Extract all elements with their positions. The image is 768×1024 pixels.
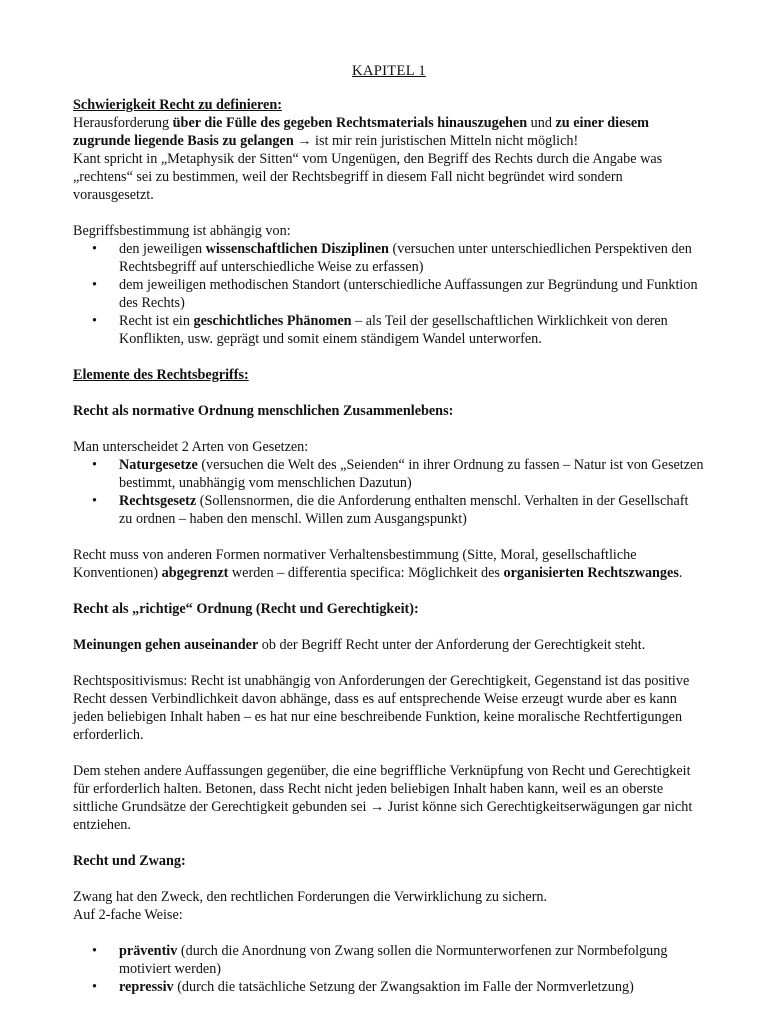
bold-text: zu einer diesem zugrunde liegende Basis zu gelangen	[73, 115, 649, 149]
dependency-list	[73, 240, 705, 348]
paragraph-law-types-intro: Man unterscheidet 2 Arten von Gesetzen:	[73, 439, 309, 455]
bold-text: Rechtsgesetz	[119, 493, 197, 509]
list-item	[73, 942, 705, 978]
paragraph-positivism: Rechtspositivismus: Recht ist unabhängig von Anforderungen der Gerechtigkeit, Gegenstand ist das positive Recht dessen Verbindlichkeit davon abhänge, dass es auf entsprechende Weise erzeugt wurde aber es kann jeden beliebigen Inhalt haben – es hat nur eine beschreibende Funktion, keine moralische Rechtfertigungen erforderlich.	[73, 673, 690, 743]
chapter-title: KAPITEL 1	[352, 63, 426, 79]
text-run: (Sollensnormen, die die Anforderung enthalten menschl. Verhalten in der Gesellschaft zu ordnen – haben den menschl. Willen zum Ausgangspunkt)	[119, 493, 689, 527]
text-run: (versuchen unter unterschiedlichen Perspektiven den Rechtsbegriff auf unterschiedliche Weise zu erfassen)	[119, 241, 692, 275]
text-run: (durch die Anordnung von Zwang sollen die Normunterworfenen zur Normbefolgung motiviert werden)	[119, 943, 668, 977]
bold-text: Naturgesetze	[119, 457, 198, 473]
subheading-normative-order: Recht als normative Ordnung menschlichen Zusammenlebens:	[73, 403, 454, 419]
text-run: und	[527, 115, 556, 131]
list-item	[73, 240, 705, 276]
paragraph-dependency-intro: Begriffsbestimmung ist abhängig von:	[73, 223, 291, 239]
text-run: dem jeweiligen methodischen Standort (unterschiedliche Auffassungen zur Begründung und Funktion des Rechts)	[119, 277, 698, 311]
list-item	[73, 276, 705, 312]
text-run: → ist mir rein juristischen Mitteln nicht möglich!	[293, 133, 579, 149]
document-body	[73, 62, 705, 996]
list-item	[73, 456, 705, 492]
list-item	[73, 492, 705, 528]
bold-text: repressiv	[119, 979, 174, 995]
section-heading-definition: Schwierigkeit Recht zu definieren:	[73, 97, 282, 113]
bold-text: Meinungen gehen auseinander	[73, 637, 259, 653]
bold-text: wissenschaftlichen Disziplinen	[205, 241, 389, 257]
force-modes-list	[73, 942, 705, 996]
list-item	[73, 978, 705, 996]
subheading-right-order: Recht als „richtige“ Ordnung (Recht und Gerechtigkeit):	[73, 601, 419, 617]
bold-text: abgegrenzt	[161, 565, 229, 581]
text-run: werden – differentia specifica: Möglichkeit des	[228, 565, 504, 581]
bold-text: geschichtliches Phänomen	[193, 313, 352, 329]
paragraph-force-purpose: Zwang hat den Zweck, den rechtlichen Forderungen die Verwirklichung zu sichern.	[73, 889, 548, 905]
section-heading-elements: Elemente des Rechtsbegriffs:	[73, 367, 249, 383]
text-run: Recht muss von anderen Formen normativer Verhaltensbestimmung (Sitte, Moral, gesellschaftliche Konventionen)	[73, 547, 637, 581]
paragraph-twofold: Auf 2-fache Weise:	[73, 907, 183, 923]
paragraph-demarcation	[73, 546, 705, 582]
bold-text: über die Fülle des gegeben Rechtsmaterials hinauszugehen	[172, 115, 528, 131]
paragraph-opinions	[73, 636, 705, 654]
text-run: – als Teil der gesellschaftlichen Wirklichkeit von deren Konflikten, usw. geprägt und somit einem ständigem Wandel unterworfen.	[119, 313, 668, 347]
subheading-law-and-force: Recht und Zwang:	[73, 853, 186, 869]
bold-text: präventiv	[119, 943, 178, 959]
paragraph-challenge	[73, 114, 705, 150]
text-run: (durch die tatsächliche Setzung der Zwangsaktion im Falle der Normverletzung)	[173, 979, 634, 995]
text-run: den jeweiligen	[119, 241, 206, 257]
text-run: Herausforderung	[73, 115, 173, 131]
text-run: ob der Begriff Recht unter der Anforderung der Gerechtigkeit steht.	[258, 637, 646, 653]
paragraph-other-views: Dem stehen andere Auffassungen gegenüber, die eine begriffliche Verknüpfung von Recht und Gerechtigkeit für erforderlich halten. Betonen, dass Recht nicht jeden beliebigen Inhalt haben kann, weil es an oberste sittliche Grundsätze der Gerechtigkeit gebunden sei → Jurist könne sich Gerechtigkeitserwägungen gar nicht entziehen.	[73, 763, 693, 833]
bold-text: organisierten Rechtszwanges	[503, 565, 679, 581]
list-item	[73, 312, 705, 348]
text-run: (versuchen die Welt des „Seienden“ in ihrer Ordnung zu fassen – Natur ist von Gesetzen bestimmt, unabhängig vom menschlichen Dazutun)	[119, 457, 704, 491]
paragraph-kant: Kant spricht in „Metaphysik der Sitten“ vom Ungenügen, den Begriff des Rechts durch die Angabe was „rechtens“ sei zu bestimmen, weil der Rechtsbegriff in diesem Fall nicht begründet wird sondern vorausgesetzt.	[73, 151, 663, 203]
law-types-list	[73, 456, 705, 528]
text-run: Recht ist ein	[119, 313, 194, 329]
text-run: .	[678, 565, 683, 581]
